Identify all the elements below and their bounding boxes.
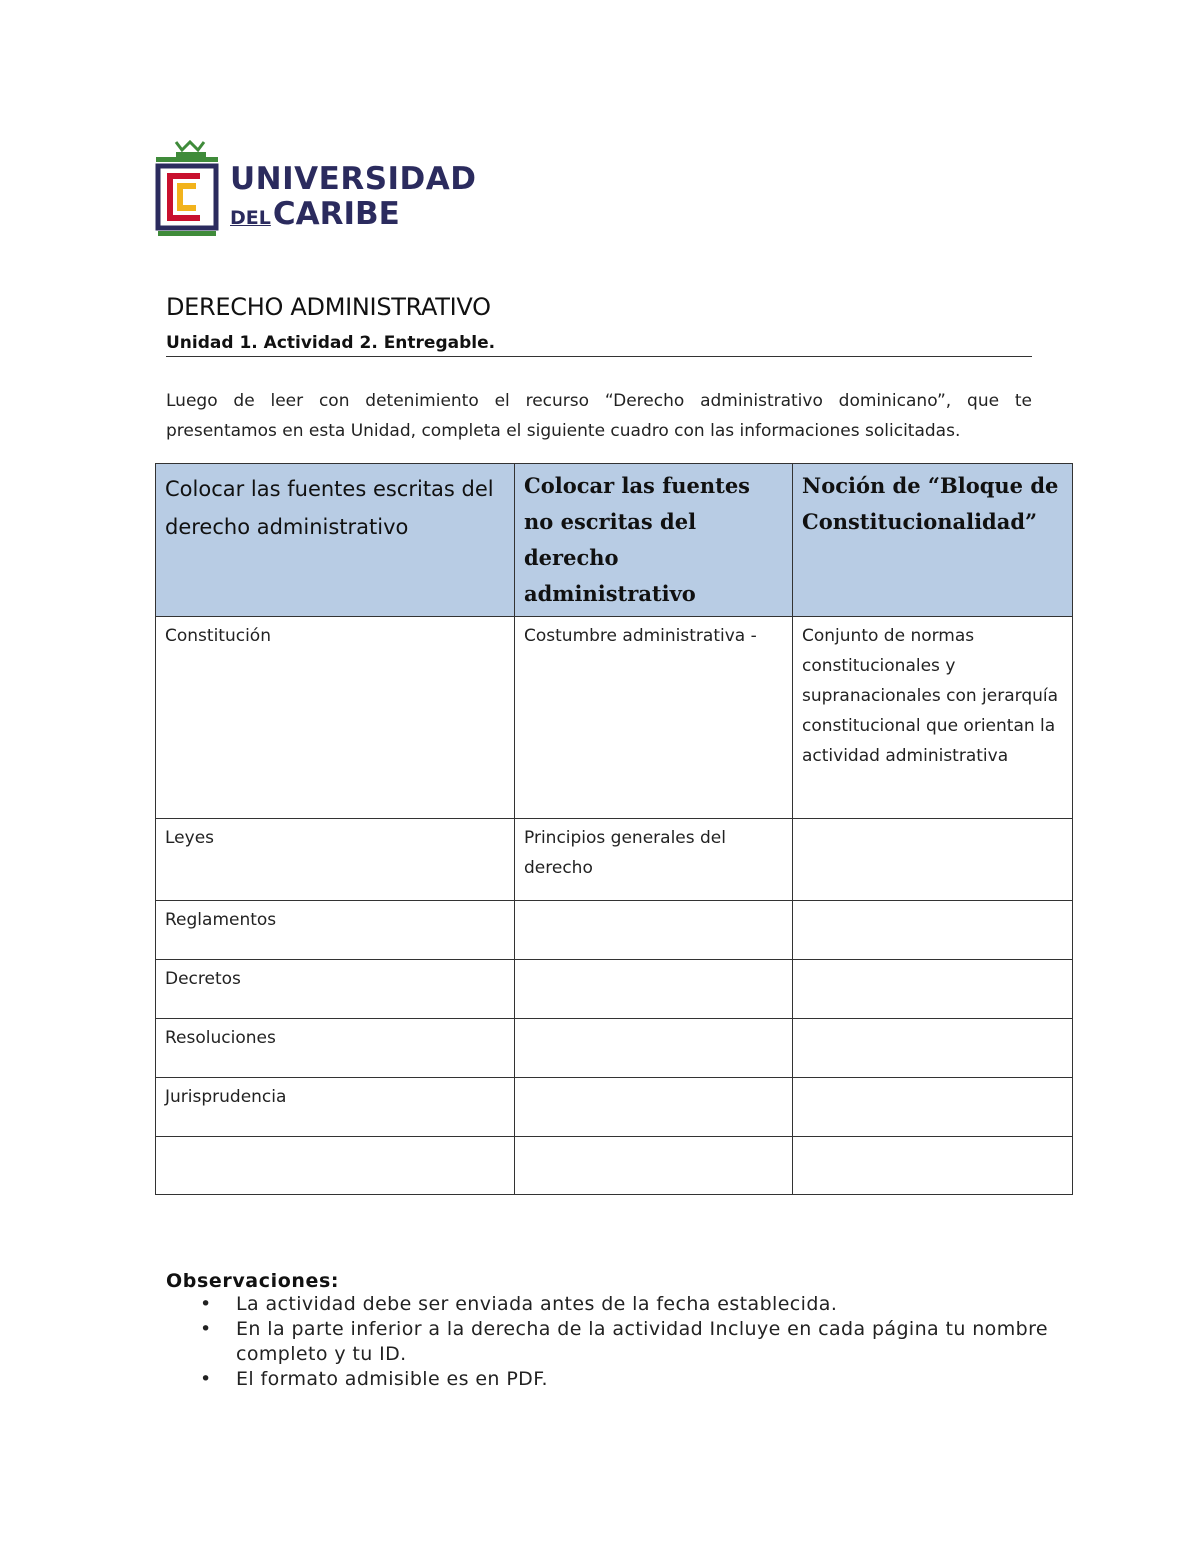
logo-del: DEL: [230, 207, 271, 229]
list-item: • En la parte inferior a la derecha de la actividad Incluye en cada página tu nombre completo y tu ID.: [236, 1317, 1066, 1367]
table-row: [156, 901, 1073, 960]
table-cell: Resoluciones: [156, 1019, 515, 1078]
table-cell: Costumbre administrativa -: [515, 617, 793, 819]
table-row: [156, 1019, 1073, 1078]
table-row: [156, 1078, 1073, 1137]
table-cell: Leyes: [156, 819, 515, 901]
header-written-sources: [156, 464, 515, 617]
sources-table: [155, 463, 1073, 1195]
document-title: DERECHO ADMINISTRATIVO: [166, 293, 491, 321]
university-logo-text: [230, 161, 477, 232]
table-row: [156, 960, 1073, 1019]
table-cell: Principios generales del derecho: [515, 819, 793, 901]
table-cell: [793, 901, 1073, 960]
table-cell: [793, 819, 1073, 901]
university-crest-icon: [152, 138, 228, 238]
table-cell: [515, 1137, 793, 1195]
table-cell: [793, 1137, 1073, 1195]
header-unwritten-sources: [515, 464, 793, 617]
table-cell: [156, 1137, 515, 1195]
observations-title: Observaciones:: [166, 1270, 340, 1292]
table-cell: Reglamentos: [156, 901, 515, 960]
table-cell: [515, 1019, 793, 1078]
logo-line-universidad: UNIVERSIDAD: [230, 161, 477, 197]
table-cell: Conjunto de normas constitucionales y supranacionales con jerarquía constitucional que orientan la actividad administrativa: [793, 617, 1073, 819]
logo-caribe: CARIBE: [272, 196, 400, 232]
university-logo: [152, 138, 477, 238]
observations-section: [166, 1270, 1066, 1392]
table-row: [156, 617, 1073, 819]
table-cell: [515, 1078, 793, 1137]
table-row: [156, 819, 1073, 901]
header-constitutional-block-text: Noción de “Bloque de Constitucionalidad”: [802, 473, 1059, 534]
document-subtitle: Unidad 1. Actividad 2. Entregable.: [166, 333, 1032, 357]
table-cell: Constitución: [156, 617, 515, 819]
table-row: [156, 1137, 1073, 1195]
header-written-sources-text: Colocar las fuentes escritas del derecho administrativo: [165, 477, 494, 539]
table-cell: [793, 1078, 1073, 1137]
list-item: • La actividad debe ser enviada antes de la fecha establecida.: [236, 1292, 1066, 1317]
table-cell: [515, 960, 793, 1019]
table-cell: [793, 960, 1073, 1019]
list-item: • El formato admisible es en PDF.: [236, 1367, 1066, 1392]
observations-list: [166, 1292, 1066, 1392]
intro-paragraph: Luego de leer con detenimiento el recurso “Derecho administrativo dominicano”, que te presentamos en esta Unidad, completa el siguiente cuadro con las informaciones solicitadas.: [166, 391, 1032, 441]
logo-line-caribe: [230, 196, 477, 232]
table-cell: [515, 901, 793, 960]
table-cell: Jurisprudencia: [156, 1078, 515, 1137]
header-constitutional-block: [793, 464, 1073, 617]
header-unwritten-sources-text: Colocar las fuentes no escritas del derecho administrativo: [524, 473, 751, 606]
table-cell: [793, 1019, 1073, 1078]
table-header-row: [156, 464, 1073, 617]
table-cell: Decretos: [156, 960, 515, 1019]
